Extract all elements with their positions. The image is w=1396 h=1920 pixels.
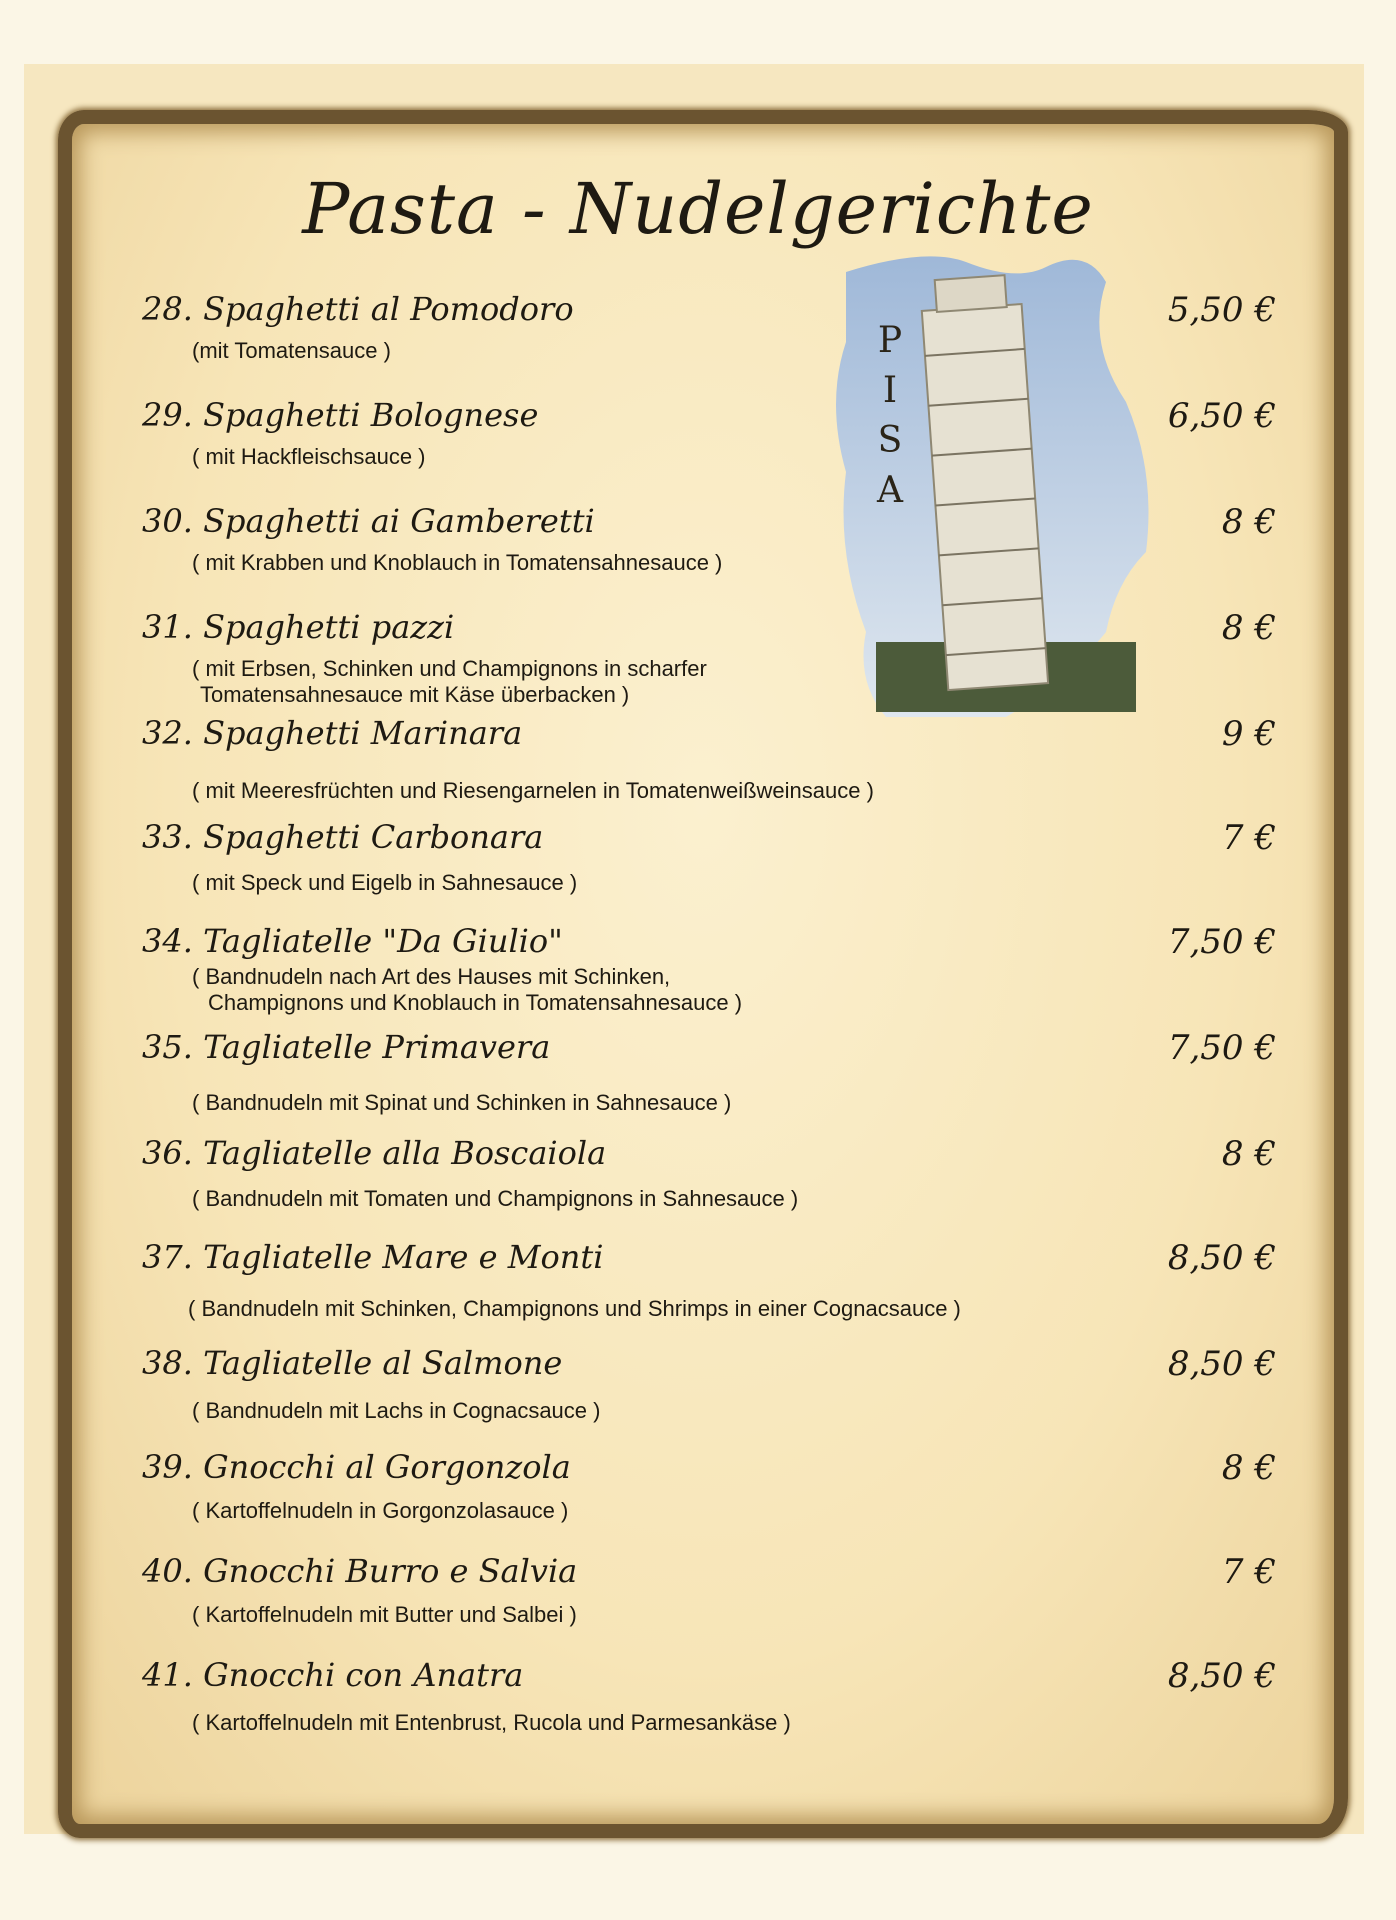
dish-price: 7,50 € [1167, 922, 1276, 962]
dish-name: 32. Spaghetti Marinara [142, 714, 523, 752]
dish-name: 41. Gnocchi con Anatra [142, 1656, 524, 1694]
menu-item [142, 1134, 1276, 1214]
pisa-letter: A [877, 470, 903, 511]
dish-description: ( mit Krabben und Knoblauch in Tomatensahnesauce ) [192, 550, 723, 575]
dish-description: ( mit Meeresfrüchten und Riesengarnelen in Tomatenweißweinsauce ) [192, 778, 874, 803]
dish-name: 36. Tagliatelle alla Boscaiola [142, 1134, 607, 1172]
dish-description: (mit Tomatensauce ) [192, 338, 391, 363]
dish-name: 28. Spaghetti al Pomodoro [142, 290, 574, 328]
dish-price: 7 € [1221, 1552, 1276, 1592]
menu-item [142, 1238, 1276, 1324]
dish-name: 33. Spaghetti Carbonara [142, 818, 544, 856]
dish-price: 8 € [1221, 1134, 1276, 1174]
dish-price: 7 € [1221, 818, 1276, 858]
dish-description: ( Bandnudeln mit Tomaten und Champignons in Sahnesauce ) [192, 1186, 799, 1211]
dish-name: 30. Spaghetti ai Gamberetti [142, 502, 595, 540]
dish-price: 8,50 € [1167, 1344, 1276, 1384]
pisa-letter: S [877, 420, 903, 461]
page-title: Pasta - Nudelgerichte [302, 168, 1094, 250]
dish-name: 38. Tagliatelle al Salmone [142, 1344, 563, 1382]
dish-name: 37. Tagliatelle Mare e Monti [142, 1238, 604, 1276]
dish-description: ( Bandnudeln mit Lachs in Cognacsauce ) [192, 1398, 601, 1423]
dish-description: ( Bandnudeln nach Art des Hauses mit Schinken, [192, 964, 671, 989]
menu-item [142, 714, 1276, 806]
dish-name: 40. Gnocchi Burro e Salvia [142, 1552, 578, 1590]
dish-price: 5,50 € [1167, 290, 1276, 330]
pisa-letter: P [877, 320, 903, 361]
dish-description-continued: Tomatensahnesauce mit Käse überbacken ) [200, 682, 630, 707]
dish-description: ( Kartoffelnudeln in Gorgonzolasauce ) [192, 1498, 569, 1523]
dish-name: 29. Spaghetti Bolognese [142, 396, 539, 434]
dish-description: ( Kartoffelnudeln mit Butter und Salbei ) [192, 1602, 577, 1627]
dish-description: ( Bandnudeln mit Spinat und Schinken in Sahnesauce ) [192, 1090, 732, 1115]
menu-item [142, 1448, 1276, 1526]
dish-description: ( mit Erbsen, Schinken und Champignons in scharfer [192, 656, 707, 681]
dish-price: 8 € [1221, 502, 1276, 542]
menu-item [142, 608, 1276, 710]
pisa-letter: I [882, 370, 898, 411]
menu-item [142, 1656, 1276, 1738]
dish-price: 8,50 € [1167, 1238, 1276, 1278]
dish-description: ( mit Hackfleischsauce ) [192, 444, 426, 469]
dish-name: 31. Spaghetti pazzi [142, 608, 455, 646]
dish-name: 34. Tagliatelle "Da Giulio" [142, 922, 563, 960]
dish-price: 7,50 € [1167, 1028, 1276, 1068]
menu-item [142, 1344, 1276, 1426]
dish-description: ( mit Speck und Eigelb in Sahnesauce ) [192, 870, 578, 895]
menu-item [142, 502, 1276, 578]
dish-description-continued: Champignons und Knoblauch in Tomatensahnesauce ) [208, 990, 743, 1015]
dish-name: 39. Gnocchi al Gorgonzola [142, 1448, 571, 1486]
menu-item [142, 922, 1276, 1018]
dish-price: 6,50 € [1167, 396, 1276, 436]
menu-item [142, 1028, 1276, 1118]
dish-price: 8,50 € [1167, 1656, 1276, 1696]
menu-item [142, 396, 1276, 472]
dish-price: 8 € [1221, 608, 1276, 648]
dish-price: 8 € [1221, 1448, 1276, 1488]
menu-item [142, 818, 1276, 898]
menu-item [142, 1552, 1276, 1630]
menu-item [142, 290, 1276, 366]
dish-description: ( Bandnudeln mit Schinken, Champignons und Shrimps in einer Cognacsauce ) [188, 1296, 961, 1321]
dish-name: 35. Tagliatelle Primavera [142, 1028, 551, 1066]
dish-description: ( Kartoffelnudeln mit Entenbrust, Rucola und Parmesankäse ) [192, 1710, 791, 1735]
dish-price: 9 € [1221, 714, 1276, 754]
